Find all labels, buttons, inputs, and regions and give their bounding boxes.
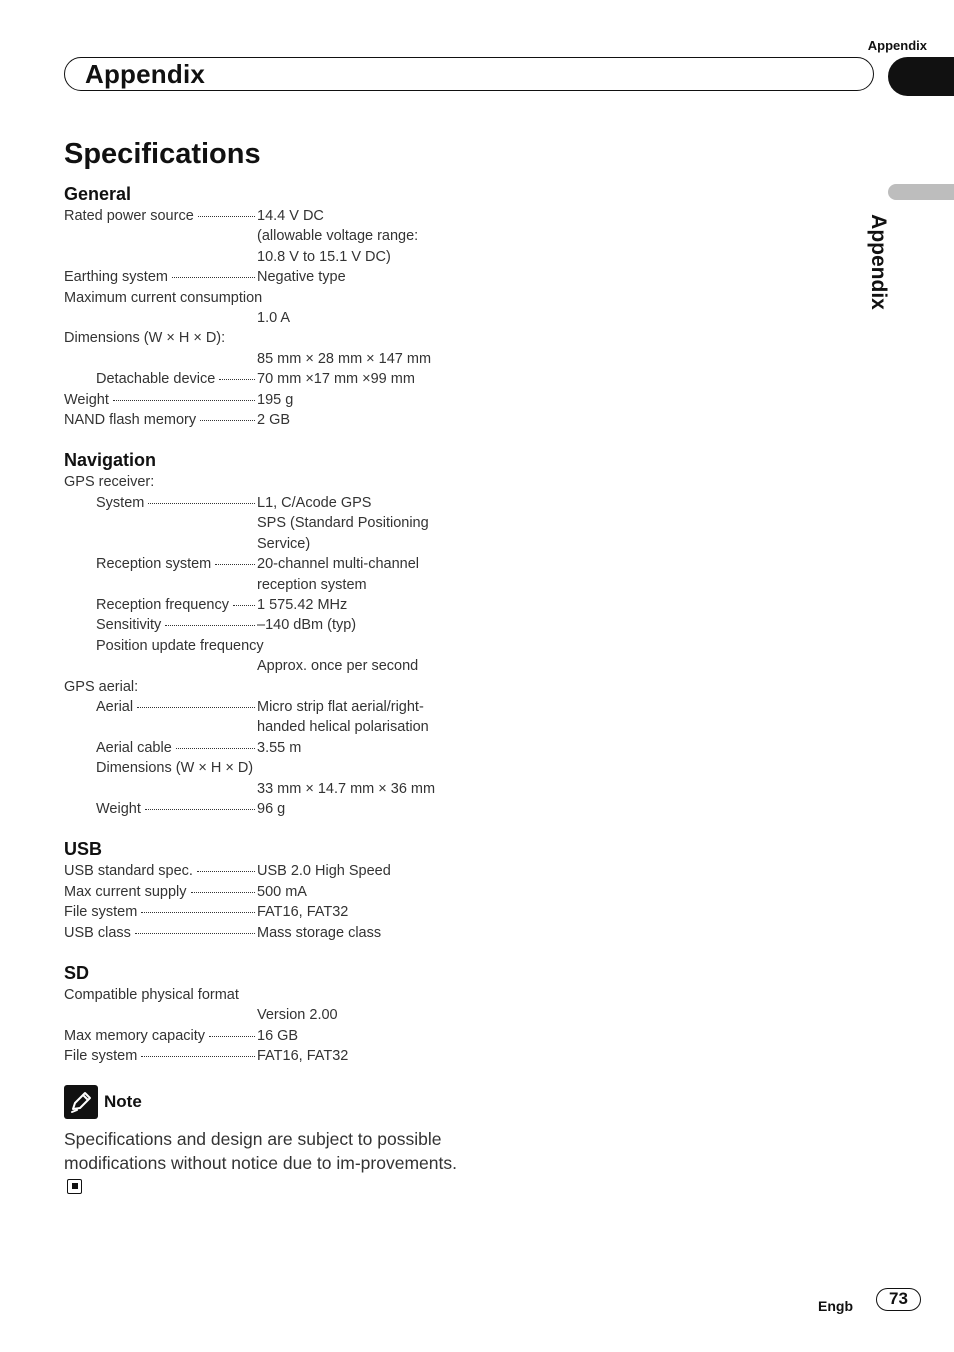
page-title: Specifications bbox=[64, 138, 261, 170]
spec-row-usb-max-supply bbox=[64, 882, 464, 902]
dot-leader bbox=[233, 605, 255, 606]
spec-value: 3.55 m bbox=[257, 739, 302, 756]
spec-label: Aerial bbox=[96, 698, 134, 715]
spec-value: FAT16, FAT32 bbox=[257, 904, 349, 921]
spec-value: SPS (Standard Positioning bbox=[257, 515, 429, 532]
spec-row-max-current-value bbox=[64, 308, 464, 328]
spec-value: –140 dBm (typ) bbox=[257, 617, 357, 634]
dot-leader bbox=[137, 707, 255, 708]
dot-leader bbox=[141, 1056, 255, 1057]
spec-label: Max memory capacity bbox=[64, 1027, 206, 1044]
spec-row-weight bbox=[64, 390, 464, 410]
spec-value: FAT16, FAT32 bbox=[257, 1048, 349, 1065]
spec-label: Reception frequency bbox=[96, 596, 229, 613]
section-heading: SD bbox=[64, 963, 90, 983]
spec-label: USB standard spec. bbox=[64, 863, 193, 880]
spec-value: 96 g bbox=[257, 800, 286, 817]
spec-label: Detachable device bbox=[96, 371, 216, 388]
spec-row-dimensions-value bbox=[64, 349, 464, 369]
section-heading: Navigation bbox=[64, 450, 157, 471]
pencil-icon bbox=[64, 1085, 98, 1119]
spec-row-sd-format bbox=[64, 985, 464, 1005]
spec-value: handed helical polarisation bbox=[257, 719, 429, 736]
spec-value: L1, C/Acode GPS bbox=[257, 494, 372, 511]
spec-row-system bbox=[64, 493, 464, 513]
spec-value: Mass storage class bbox=[257, 924, 382, 941]
note-block bbox=[64, 1085, 464, 1199]
spec-value: 2 GB bbox=[257, 412, 291, 429]
spec-row-usb-class bbox=[64, 923, 464, 943]
dot-leader bbox=[135, 933, 255, 934]
spec-label: Sensitivity bbox=[96, 617, 162, 634]
spec-row-aerial-dimensions bbox=[64, 758, 464, 778]
dot-leader bbox=[209, 1036, 255, 1037]
side-tab-marker bbox=[888, 184, 954, 200]
spec-label: Position update frequency bbox=[96, 637, 264, 654]
spec-row-usb-file-system bbox=[64, 902, 464, 922]
spec-value: 70 mm ×17 mm ×99 mm bbox=[257, 371, 415, 388]
spec-row-continuation bbox=[64, 226, 464, 246]
spec-value: 20-channel multi-channel bbox=[257, 556, 420, 573]
dot-leader bbox=[200, 420, 255, 421]
spec-row-dimensions bbox=[64, 328, 464, 348]
spec-row-max-current bbox=[64, 288, 464, 308]
spec-label: Weight bbox=[96, 800, 141, 817]
spec-row-sd-max-memory bbox=[64, 1026, 464, 1046]
section-usb bbox=[64, 837, 464, 943]
spec-label: Reception system bbox=[96, 556, 212, 573]
spec-value: 16 GB bbox=[257, 1027, 299, 1044]
spec-row-reception-frequency bbox=[64, 595, 464, 615]
spec-row-rated-power bbox=[64, 206, 464, 226]
spec-label: Earthing system bbox=[64, 269, 168, 286]
spec-label: GPS receiver: bbox=[64, 474, 155, 491]
spec-value: Negative type bbox=[257, 269, 346, 286]
page-number: 73 bbox=[876, 1288, 921, 1311]
dot-leader bbox=[176, 748, 255, 749]
spec-row-gps-aerial bbox=[64, 677, 464, 697]
spec-label: File system bbox=[64, 1048, 138, 1065]
note-header bbox=[64, 1085, 464, 1119]
side-tab-label: Appendix bbox=[867, 214, 890, 310]
spec-row-position-update-value bbox=[64, 656, 464, 676]
spec-row-usb-standard bbox=[64, 861, 464, 881]
spec-value: 85 mm × 28 mm × 147 mm bbox=[257, 350, 432, 367]
chapter-tab-marker bbox=[888, 57, 954, 96]
spec-row-detachable bbox=[64, 369, 464, 389]
dot-leader bbox=[191, 892, 256, 893]
spec-label: Rated power source bbox=[64, 208, 194, 224]
section-heading: USB bbox=[64, 839, 103, 860]
spec-value: reception system bbox=[257, 576, 367, 593]
section-heading: General bbox=[64, 184, 132, 204]
spec-row-position-update bbox=[64, 636, 464, 656]
note-title: Note bbox=[104, 1091, 142, 1111]
spec-row-aerial-dimensions-value bbox=[64, 779, 464, 799]
footer-language: Engb bbox=[818, 1298, 853, 1314]
spec-row-aerial bbox=[64, 697, 464, 717]
spec-row-sd-file-system bbox=[64, 1046, 464, 1066]
spec-value: (allowable voltage range: bbox=[257, 228, 419, 245]
spec-label: Dimensions (W × H × D) bbox=[96, 760, 254, 777]
spec-row-continuation bbox=[64, 534, 464, 554]
spec-value: Service) bbox=[257, 535, 311, 552]
spec-row-aerial-cable bbox=[64, 738, 464, 758]
spec-label: GPS aerial: bbox=[64, 678, 139, 695]
spec-row-sensitivity bbox=[64, 615, 464, 635]
dot-leader bbox=[145, 809, 255, 810]
spec-label: Weight bbox=[64, 391, 109, 408]
chapter-header-bar bbox=[64, 57, 874, 91]
dot-leader bbox=[219, 379, 255, 380]
spec-value: 14.4 V DC bbox=[257, 208, 324, 224]
spec-row-gps-receiver bbox=[64, 472, 464, 492]
dot-leader bbox=[148, 503, 255, 504]
section-sd bbox=[64, 961, 464, 1067]
spec-label: Max current supply bbox=[64, 883, 187, 900]
dot-leader bbox=[172, 277, 255, 278]
spec-value: 1 575.42 MHz bbox=[257, 596, 348, 613]
spec-value: 1.0 A bbox=[257, 310, 291, 327]
spec-value: 33 mm × 14.7 mm × 36 mm bbox=[257, 780, 436, 797]
spec-label: Compatible physical format bbox=[64, 987, 239, 1003]
section-end-icon bbox=[67, 1179, 82, 1194]
spec-label: Maximum current consumption bbox=[64, 289, 263, 306]
chapter-title: Appendix bbox=[85, 59, 206, 89]
spec-value: 500 mA bbox=[257, 883, 307, 900]
spec-row-nand bbox=[64, 410, 464, 430]
spec-value: USB 2.0 High Speed bbox=[257, 863, 391, 880]
note-text: Specifications and design are subject to possible modifications without notice due to im-provements. bbox=[64, 1128, 457, 1173]
spec-row-continuation bbox=[64, 575, 464, 595]
specifications-content bbox=[64, 182, 464, 1199]
spec-row-reception-system bbox=[64, 554, 464, 574]
spec-value: Approx. once per second bbox=[257, 658, 419, 675]
dot-leader bbox=[197, 871, 255, 872]
spec-row-sd-format-value bbox=[64, 1005, 464, 1025]
spec-label: Dimensions (W × H × D): bbox=[64, 330, 226, 347]
dot-leader bbox=[141, 912, 255, 913]
dot-leader bbox=[198, 216, 255, 217]
section-navigation bbox=[64, 448, 464, 819]
spec-label: USB class bbox=[64, 924, 131, 941]
spec-row-aerial-weight bbox=[64, 799, 464, 819]
spec-row-continuation bbox=[64, 717, 464, 737]
spec-value: 10.8 V to 15.1 V DC) bbox=[257, 248, 391, 265]
spec-value: Version 2.00 bbox=[257, 1007, 338, 1024]
section-general bbox=[64, 182, 464, 430]
note-text-container bbox=[64, 1127, 464, 1199]
spec-label: Aerial cable bbox=[96, 739, 172, 756]
spec-row-continuation bbox=[64, 247, 464, 267]
spec-value: 195 g bbox=[257, 391, 294, 408]
dot-leader bbox=[165, 625, 255, 626]
running-head: Appendix bbox=[867, 38, 927, 53]
spec-row-earthing bbox=[64, 267, 464, 287]
spec-label: File system bbox=[64, 904, 138, 921]
spec-value: Micro strip flat aerial/right- bbox=[257, 698, 424, 715]
dot-leader bbox=[113, 400, 255, 401]
dot-leader bbox=[215, 564, 255, 565]
spec-label: NAND flash memory bbox=[64, 412, 197, 429]
spec-label: System bbox=[96, 494, 145, 511]
spec-row-continuation bbox=[64, 513, 464, 533]
